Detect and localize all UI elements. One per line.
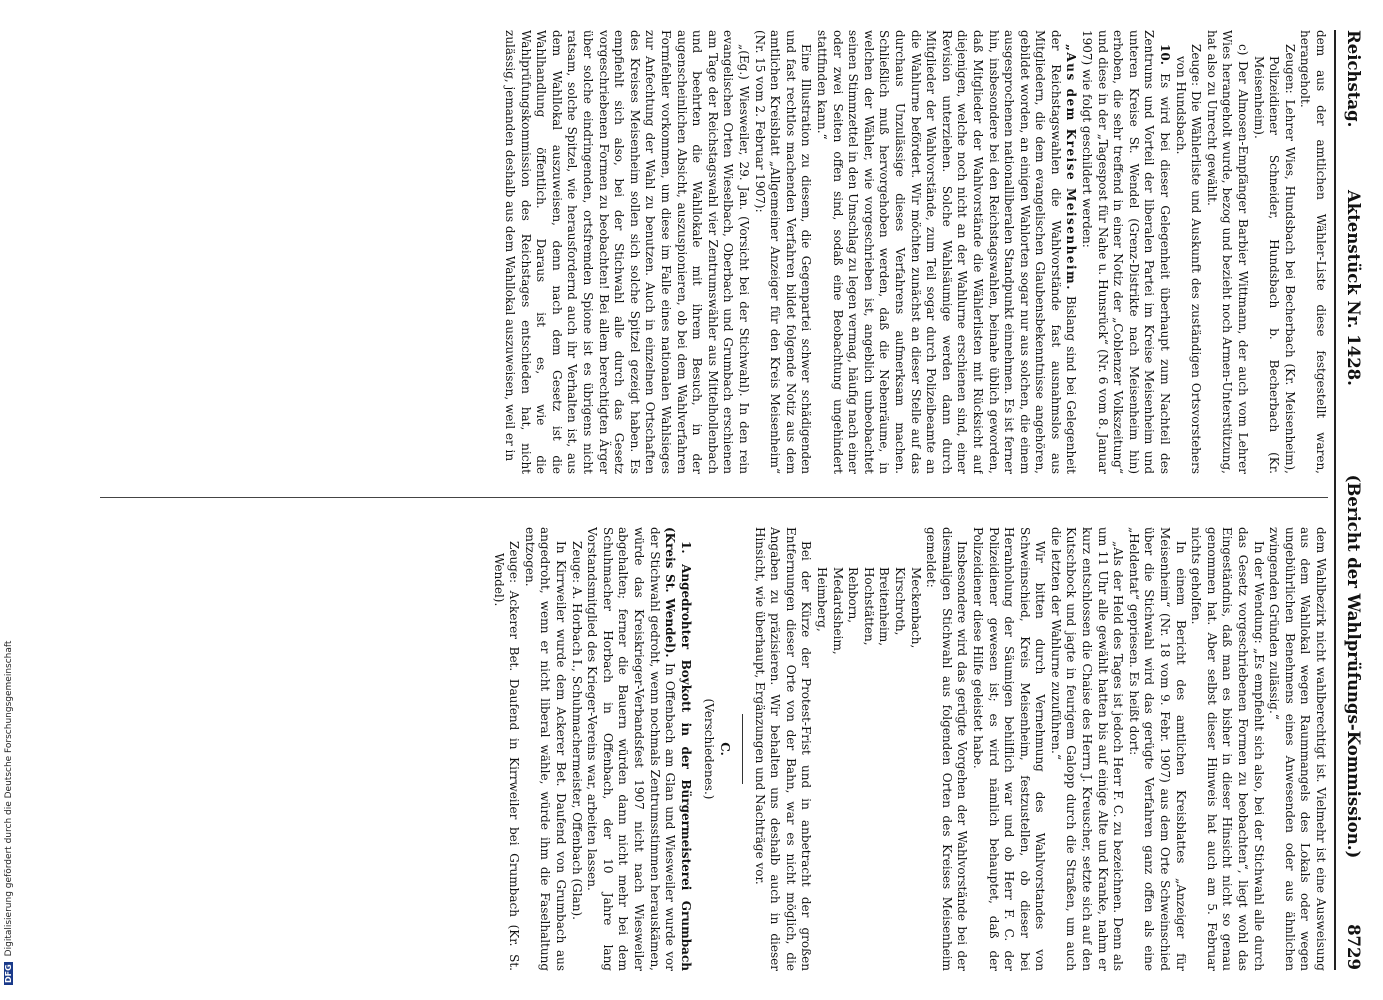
place-item: Breitenheim, — [877, 567, 892, 647]
page-number: 8729 — [1344, 924, 1363, 970]
credit-line — [4, 0, 18, 985]
place-item: Hochstätten, — [861, 567, 876, 646]
place-item: Medardsheim, — [830, 567, 845, 655]
notice-text: Bislang sind bei Gelegenheit der Reichstagswahlen die Wahlvorstände fast ausnahmslos aus Mitgliedern, die dem evangelischen Glaubensbekenntnisse angehören, gebildet worden, an einigen Wahlorten sogar nur aus solchen, die einem ausgesprochenen nationalliberalen Standpunkt einnehmen. Es ist ferner hin, insbesondere bei den Reichstagswahlen, beinahe üblich geworden, daß Mitglieder der Wahlvorstände die Wählerlisten mit Rücksicht auf diejenigen, welche noch nicht an der Wahlurne erschienen sind, einer Revision unterziehen. Solche Wahlsäumige werden dann durch Mitglieder der Wahlvorstände, zum Teil sogar durch Polizeibeamte an die Wahlurne befördert. Wir möchten zunächst an dieser Stelle auf das durchaus Unzulässige dieses Verfahrens aufmerksam machen. Schließlich muß hervorgehoben werden, daß die Nebenräume, in welchen der Wähler, wie vorgeschrieben ist, angeblich unbeobachtet seinen Stimmzettel in den Umschlag zu legen vermag, häufig nach einer oder zwei Seiten offen sind, sodaß eine Beobachtung ungehindert stattfinden kann.“ — [815, 30, 1079, 474]
place-item: Meckenbach, — [908, 567, 923, 649]
boycott-paragraph — [584, 527, 693, 971]
paragraph-text: Es wird bei dieser Gelegenheit überhaupt zum Nachteil des Zentrums und Vorteil der liberalen Partei im Kreise Meisenheim und unteren Kreise St. Wendel (Grenz-Distrikte nach Meisenheim hin) erhoben, die sehr treffend in einer Notiz der „Coblenzer Volkszeitung“ und diese in der „Tagespost für Nahe u. Hunsrück“ (Nr. 6 vom 8. Januar 1907) wie folgt geschildert werden: — [1080, 30, 1173, 474]
quoted-notice: „(Eg.) Wiesweiler, 29. Jan. (Vorsicht bei der Stichwahl). In den rein evangelischen Orten Wieselbach, Oberbach und Grumbach erschienen am Tage der Reichstagswahl vier Zentrumswähler aus Mittelhollenbach und beehrten die Wahllokale mit ihrem Besuch, in der augenscheinlichen Absicht, auszuspionieren, ob bei dem Wahlverfahren Formfehler vorkommen, um diese im Falle eines nationalen Wahlsieges zur Anfechtung der Wahl zu benutzen. Auch in einzelnen Ortschaften des Kreises Meisenheim sollen sich solche Spitzel gezeigt haben. Es empfiehlt sich also, bei der Stichwahl alle durch das Gesetz vorgeschriebenen Formen zu beobachten! Bei allem berechtigten Ärger über solche eindringenden, ortsfremden Spione ist es übrigens nicht ratsam, solche Spitzel, wie herausfordernd auch ihr Verhalten ist, aus dem Wahllokal auszuweisen, denn nach dem Gesetz ist die Wahlhandlung öffentlich. Daraus ist es, wie die Wahlprüfungskommission des Reichstages entschieden hat, nicht zulässig, jemanden deshalb aus dem Wahllokal auszuweisen, weil er in — [503, 30, 752, 474]
witness-entry: Zeuge: A. Horbach I., Schuhmachermeister, Offenbach (Glan). — [569, 541, 584, 920]
item-number: 10. — [1158, 44, 1173, 65]
paragraph: dem aus der amtlichen Wähler-Liste diese festgestellt waren, herangeholt. — [1298, 30, 1328, 474]
section-rule — [742, 714, 743, 784]
quoted-notice — [813, 30, 1078, 474]
paragraph: Insbesondere wird das gerügte Vorgehen der Wahlvorstände bei der diesmaligen Stichwahl aus folgenden Orten des Kreises Meisenheim gemeldet: — [924, 527, 970, 971]
paragraph-text: In Offenbach am Glan und Wiesweiler wurde vor der Stichwahl gedroht, wenn nochmals Zentrumsstimmen herauskämen, würde das Kreiskrieger-Verbandsfest 1907 nicht nach Wiesweiler abgehalten; ferner die Bauern würden dann nicht mehr bei dem Schuhmacher Horbach in Offenbach, der 10 Jahre lang Vorstandsmitglied des Krieger-Vereins war, arbeiten lassen. — [585, 527, 678, 971]
header-report-title: (Bericht der Wahlprüfungs-Kommission.) — [1344, 474, 1363, 859]
quoted-notice: „Als der Held des Tages ist jedoch Herr F. C. zu bezeichnen. Denn als um 11 Uhr alle gewählt hatten bis auf einige Alte und Kranke, nahm er kurz entschlossen die Chaise des Herrn J. Kreuscher, setzte sich auf den Kutschbock und jagte in feurigem Galopp durch die Straßen, um auch die letzten der Wahlurne zuzuführen.“ — [1048, 527, 1126, 971]
page-header — [1339, 30, 1363, 970]
witness-entry: Zeuge: Die Wählerliste und Auskunft des zuständigen Ortsvorstehers von Hundsbach. — [1173, 44, 1204, 474]
boycott-heading: 1. Angedrohter Boykott in der Bürgermeisterei Grumbach (Kreis St. Wendel). — [663, 527, 693, 971]
section-title: (Verschiedenes.) — [702, 698, 717, 800]
paragraph: Eine Illustration zu diesem, die Gegenpartei schwer schädigenden und fast rechtlos machenden Verfahren bildet folgende Notiz aus dem amtlichen Kreisblatt „Allgemeiner Anzeiger für den Kreis Meisenheim“ (Nr. 15 vom 2. Februar 1907): — [752, 30, 814, 474]
column-divider — [100, 497, 1328, 498]
section-letter: C. — [718, 742, 733, 756]
header-document-number: Aktenstück Nr. 1428. — [1344, 190, 1363, 386]
notice-heading: „Aus dem Kreise Meisenheim. — [1064, 44, 1079, 291]
place-item: Kirschroth, — [892, 567, 907, 636]
place-list — [813, 527, 922, 971]
header-rule — [1334, 30, 1336, 970]
credit-strip — [4, 0, 18, 985]
paragraph: Bei der Kürze der Protest-Frist und in anbetracht der großen Entfernungen dieser Orte von der Bahn, war es nicht möglich, die Angaben zu präzisieren. Wir behalten uns deshalb auch in dieser Hinsicht, wie überhaupt, Ergänzungen und Nachträge vor. — [752, 527, 814, 971]
spacer — [693, 527, 701, 971]
paragraph: In einem Bericht des amtlichen Kreisblattes „Anzeiger für Meisenheim“ (Nr. 18 vom 9. Febr. 1907) aus dem Orte Schweinschied über die Stichwahl wird das gerügte Verfahren ganz offen als eine „Heldentat“ gepriesen. Es heißt dort: — [1126, 527, 1188, 971]
paragraph: In Kirrweiler wurde dem Ackerer Bet. Daufend von Grumbach aus angedroht, wenn er nicht liberal wähle, würde ihm die Faselhaltung entzogen. — [522, 527, 569, 971]
witness-entry: Zeugen: Lehrer Wies, Hundsbach bei Becherbach (Kr. Meisenheim), Polizeidiener Schneider, Hundsbach b. Becherbach (Kr. Meisenheim). — [1251, 44, 1297, 474]
right-column — [96, 527, 1328, 971]
left-column — [96, 30, 1328, 474]
header-right — [1344, 475, 1363, 970]
paragraph: dem Wahlbezirk nicht wahlberechtigt ist. Vielmehr ist eine Ausweisung aus dem Wahllokal wegen Raummangels des Lokals oder wegen ungebührlichen Benehmens eines Anwesenden oder aus ähnlichen zwingenden Gründen zulässig.“ — [1267, 527, 1328, 971]
paragraph: In der Wendung: „Es empfiehlt sich also, bei der Stichwahl alle durch das Gesetz vorgeschriebenen Formen zu beobachten“, liegt wohl das Eingeständnis, daß man es bisher in dieser Hinsicht nicht so genau genommen hat. Aber selbst dieser Hinweis hat auch am 5. Februar nichts geholfen. — [1189, 527, 1266, 971]
paragraph: c) Der Almosen-Empfänger Barbier Wittmann, der auch vom Lehrer Wies herangeholt wurde, bezog und bezieht noch Armen-Unterstützung, hat also zu Unrecht gewählt. — [1204, 30, 1251, 474]
paragraph: Wir bitten durch Vernehmung des Wahlvorstandes von Schweinschied, Kreis Meisenheim, festzustellen, ob dieser bei Heranholung der Säumigen behilflich war und ob Herr F. C. der Polizeidiener gewesen ist; es wird nämlich behauptet, daß der Polizeidiener diese Hilfe geleistet habe. — [970, 527, 1048, 971]
place-item: Rehborn, — [846, 567, 861, 624]
dfg-logo: DFG — [4, 964, 13, 983]
witness-entry: Zeuge: Ackerer Bet. Daufend in Kirrweiler bei Grumbach (Kr. St. Wendel). — [491, 541, 522, 971]
paragraph-10 — [1079, 30, 1173, 474]
place-item: Heimberg, — [815, 567, 829, 632]
header-reichstag: Reichstag. — [1344, 30, 1363, 128]
credit-text: Digitalisierung gefördert durch die Deutsche Forschungsgemeinschaft — [4, 640, 14, 957]
